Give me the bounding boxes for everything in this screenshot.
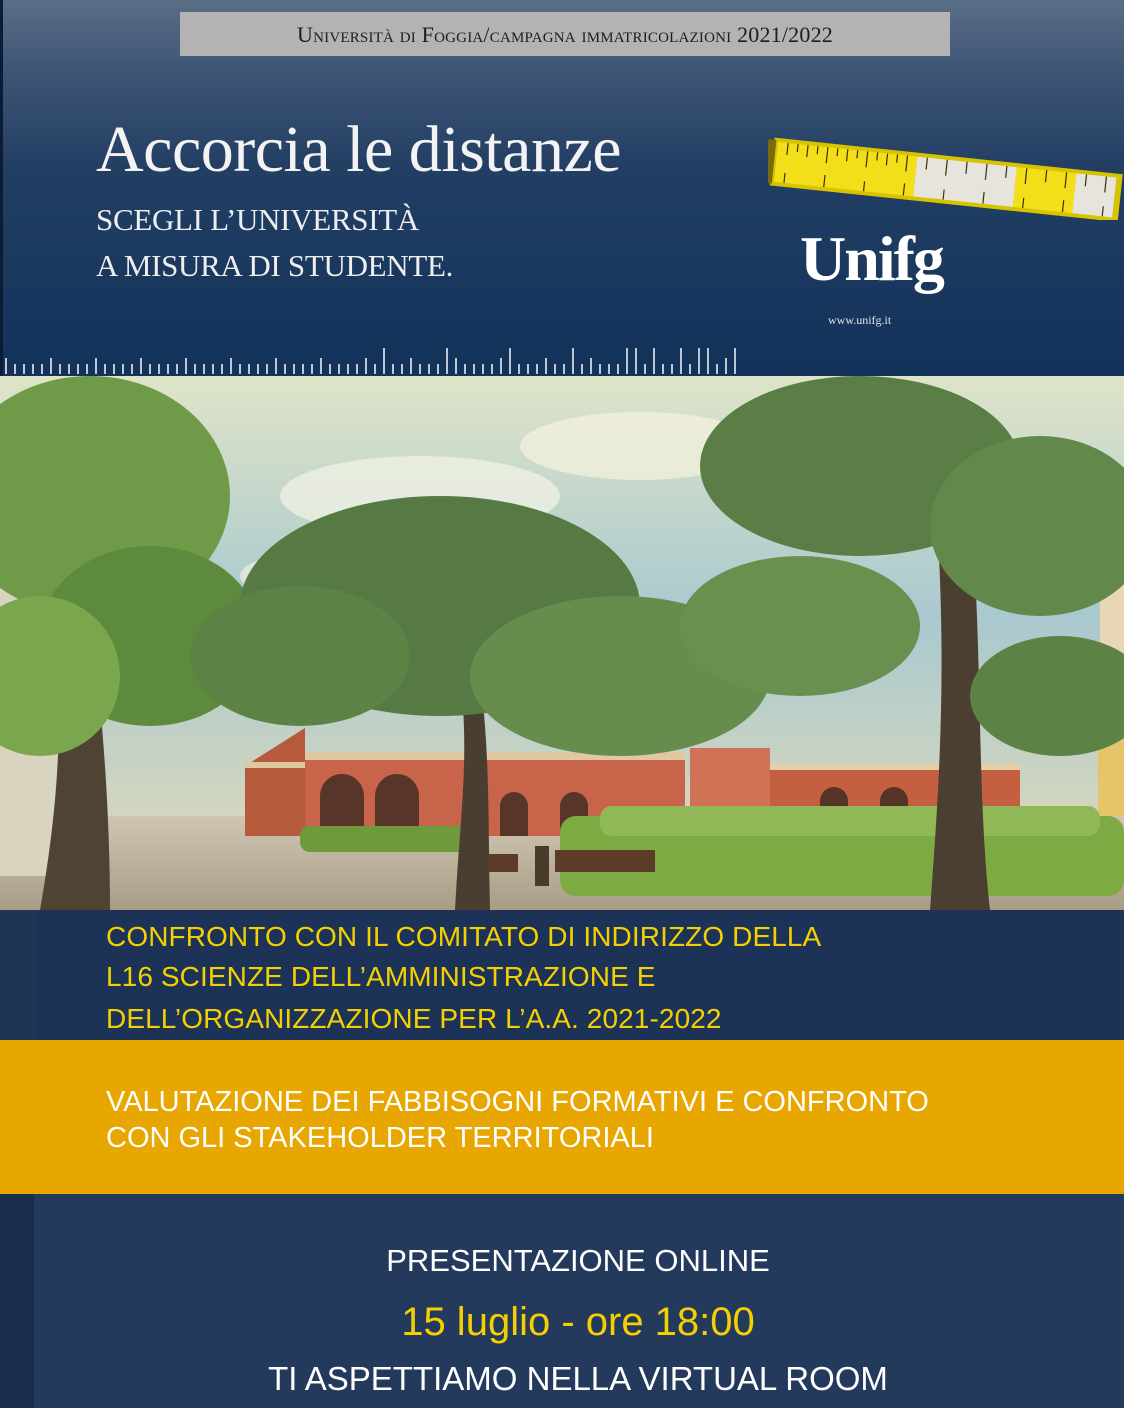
ruler-ticks (0, 340, 1124, 376)
virtual-room-cta: TI ASPETTIAMO NELLA VIRTUAL ROOM (268, 1360, 888, 1397)
campaign-text: Università di Foggia/campagna immatricolazioni 2021/2022 (297, 22, 833, 47)
campus-photo (0, 376, 1124, 910)
event-title-line-1: CONFRONTO CON IL COMITATO DI INDIRIZZO DELLA (106, 921, 822, 952)
unifg-logo: Unifg (800, 223, 943, 294)
website-url: www.unifg.it (828, 313, 892, 327)
event-title-line-3: DELL’ORGANIZZAZIONE PER L’A.A. 2021-2022 (106, 1003, 722, 1034)
event-subtitle-line-2: CON GLI STAKEHOLDER TERRITORIALI (106, 1122, 654, 1154)
subline-1: SCEGLI L’UNIVERSITÀ (96, 202, 419, 237)
header-edge (0, 0, 3, 376)
presentation-mode: PRESENTAZIONE ONLINE (386, 1243, 770, 1278)
measuring-tape-icon (768, 124, 1124, 220)
headline: Accorcia le distanze (96, 113, 622, 186)
event-datetime: 15 luglio - ore 18:00 (401, 1300, 755, 1344)
subline-2: A MISURA DI STUDENTE. (96, 248, 454, 283)
event-title-line-2: L16 SCIENZE DELL’AMMINISTRAZIONE E (106, 961, 656, 992)
campaign-bar (180, 12, 950, 56)
event-subtitle-line-1: VALUTAZIONE DEI FABBISOGNI FORMATIVI E CONFRONTO (106, 1086, 929, 1118)
